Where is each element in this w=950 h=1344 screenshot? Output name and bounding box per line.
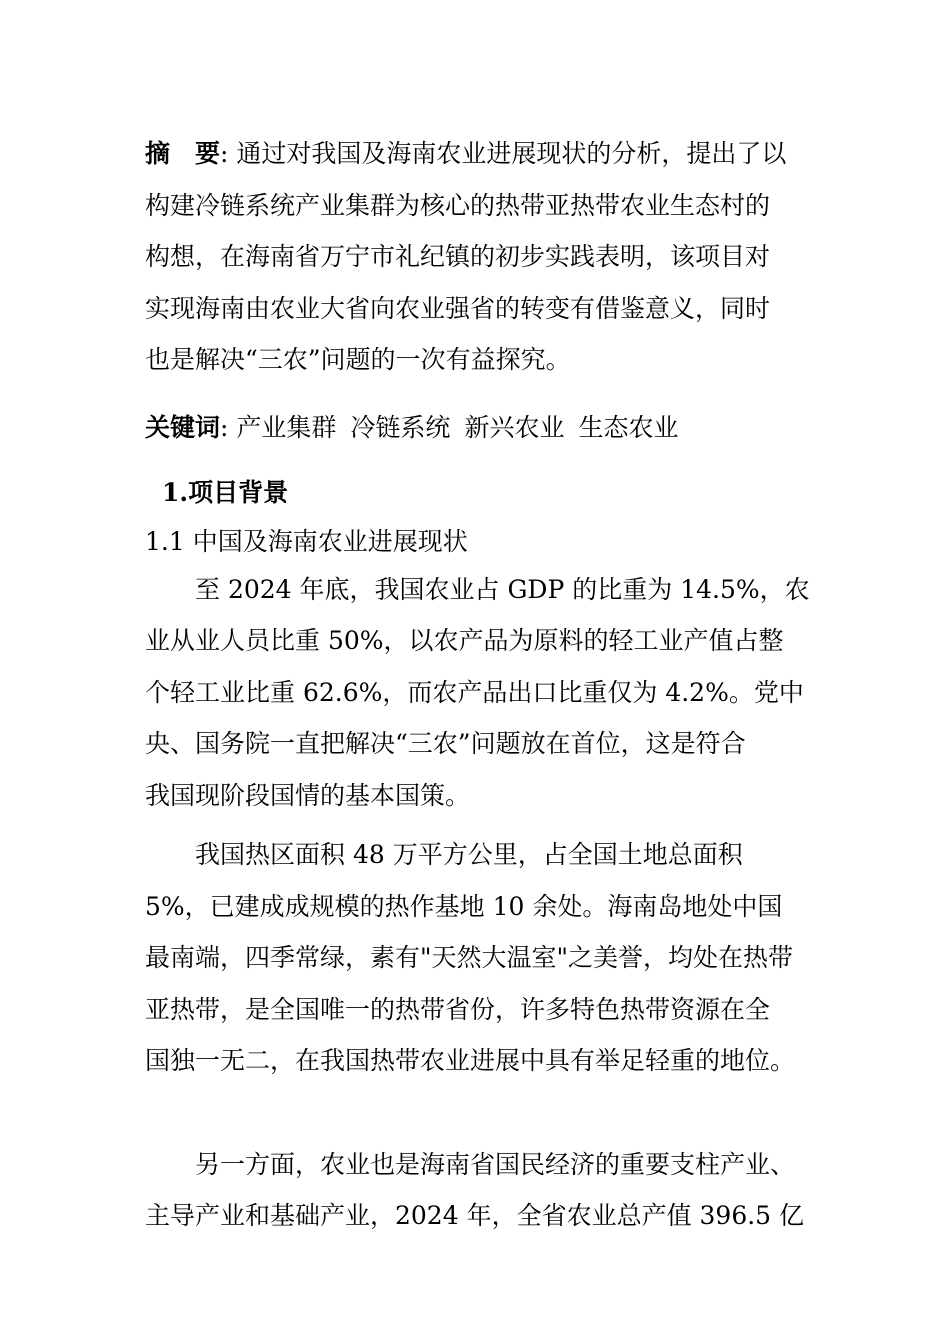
paragraph-line: 亚热带，是全国唯一的热带省份，许多特色热带资源在全 <box>145 994 771 1024</box>
keywords-colon: : <box>220 412 229 442</box>
abstract-block <box>145 128 815 386</box>
paragraph-line: 业从业人员比重 50%，以农产品为原料的轻工业产值占整 <box>145 626 784 655</box>
paragraph <box>145 1139 815 1242</box>
paragraph <box>145 829 815 1087</box>
abstract-line: 也是解决“三农”问题的一次有益探究。 <box>145 345 571 374</box>
paragraph-line: 我国热区面积 48 万平方公里，占全国土地总面积 <box>195 840 743 869</box>
abstract-line: 构建冷链系统产业集群为核心的热带亚热带农业生态村的 <box>145 190 771 220</box>
keywords-line <box>145 402 815 454</box>
abstract-line <box>145 128 815 180</box>
abstract-line: 构想，在海南省万宁市礼纪镇的初步实践表明，该项目对 <box>145 242 771 271</box>
paragraph-line: 5%，已建成成规模的热作基地 10 余处。海南岛地处中国 <box>145 891 783 921</box>
abstract-text: 通过对我国及海南农业进展现状的分析，提出了以 <box>236 139 787 168</box>
keywords-label: 关键词 <box>145 412 221 442</box>
abstract-colon: : <box>220 139 229 168</box>
paragraph-line: 国独一无二，在我国热带农业进展中具有举足轻重的地位。 <box>145 1046 796 1075</box>
abstract-label: 摘 要 <box>145 139 221 168</box>
paragraph-line: 另一方面，农业也是海南省国民经济的重要支柱产业、 <box>195 1149 796 1179</box>
paragraph-line: 个轻工业比重 62.6%，而农产品出口比重仅为 4.2%。党中 <box>145 677 804 707</box>
abstract-line: 实现海南由农业大省向农业强省的转变有借鉴意义，同时 <box>145 293 771 323</box>
paragraph-line: 主导产业和基础产业，2024 年，全省农业总产值 396.5 亿 <box>145 1201 805 1230</box>
keyword-item: 新兴农业 <box>464 412 565 442</box>
paragraph-line: 央、国务院一直把解决“三农”问题放在首位，这是符合 <box>145 729 746 758</box>
keyword-item: 产业集群 <box>236 412 337 442</box>
paragraph-line: 我国现阶段国情的基本国策。 <box>145 780 471 810</box>
section-heading: 1.项目背景 <box>162 478 289 507</box>
paragraph <box>145 564 815 822</box>
keyword-item: 冷链系统 <box>350 412 451 442</box>
subsection-heading: 1.1 中国及海南农业进展现状 <box>145 526 468 556</box>
document-page <box>145 128 815 1242</box>
paragraph-line: 最南端，四季常绿，素有"天然大温室"之美誉，均处在热带 <box>145 943 794 972</box>
paragraph-line: 至 2024 年底，我国农业占 GDP 的比重为 14.5%，农 <box>195 574 810 604</box>
keyword-item: 生态农业 <box>578 412 679 442</box>
